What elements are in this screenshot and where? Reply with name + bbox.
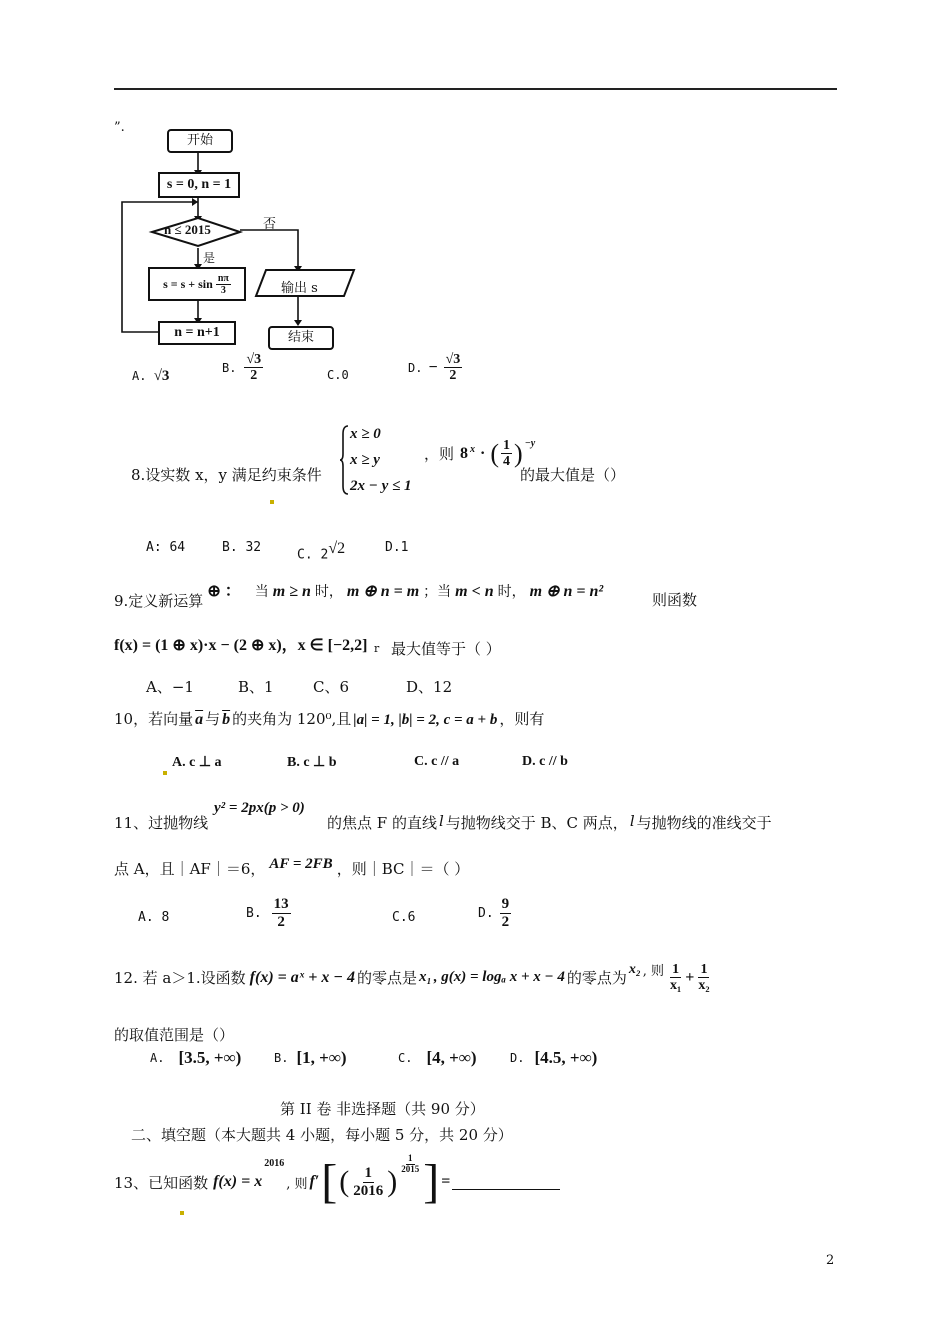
q9-line-1: 9.定义新运算 ⊕ ： 当 m ≥ n 时， m ⊕ n = m ；当 m < n 时， m ⊕ n = n² [114, 583, 604, 610]
flow-condition: n ≤ 2015 [164, 222, 211, 237]
q11-line-1-rest: 的焦点 F 的直线 l 与抛物线交于 B、C 两点， l 与抛物线的准线交于 [327, 812, 772, 832]
page-number: 2 [826, 1253, 835, 1268]
q9-mark: r [374, 642, 380, 655]
q7-option-b: B. $\frac{√3}{2}$ [222, 352, 262, 384]
q8-text: 8.设实数 x，y 满足约束条件 [131, 466, 322, 484]
flow-no-label: 否 [263, 217, 277, 232]
q8-option-b: B. 32 [222, 540, 262, 555]
q8-tail: 的最大值是（） [520, 466, 626, 484]
q8-constraint-1: x ≥ 0 [350, 426, 381, 442]
q8-constraint-3: 2x − y ≤ 1 [350, 478, 412, 494]
q11-option-c: C.6 [392, 910, 416, 925]
flow-init: s = 0, n = 1 [158, 172, 240, 198]
q8-option-d: D.1 [385, 540, 409, 555]
q9-option-b: B、1 [238, 678, 274, 696]
q11-curve: y² = 2px(p > 0) [214, 800, 305, 816]
q12-option-c: C. [4, +∞) [398, 1048, 477, 1067]
flow-update-frac [216, 273, 231, 296]
scan-dot [270, 500, 274, 504]
q9-line-1-tail: 则函数 [652, 591, 698, 609]
q11-option-d: D. $\frac{9}{2}$ [478, 896, 510, 930]
header-rule [114, 88, 837, 90]
q13-line: 13、已知函数 f(x) = x 2016 , 则 f′ [ ( $\frac{1}{2016}$ ) $\frac{1}{2015}$ ] = [114, 1158, 560, 1206]
q8-option-c: C. $2^{√2}$ [297, 540, 346, 563]
q8-option-a: A: 64 [146, 540, 186, 555]
q12-line-2: 的取值范围是（） [114, 1026, 235, 1044]
q7-option-c: C.0 [327, 368, 349, 382]
q10-option-a: A. c ⊥ a [172, 755, 222, 770]
q10-line: 10，若向量 $\overline{a}$ 与 $\overline{b}$ 的夹角为 120⁰,且 |a| = 1, |b| = 2, c = a + b ，则有 [114, 710, 545, 728]
flow-update-prefix: s = s + sin [163, 276, 213, 291]
q9-line-2-tail: 最大值等于（ ） [391, 640, 501, 658]
flow-increment: n = n+1 [158, 321, 236, 345]
q11-prefix: 11、过抛物线 [114, 814, 209, 832]
flow-update-den: 3 [220, 284, 226, 296]
q7-option-d: D. − $\frac{√3}{2}$ [408, 352, 461, 384]
q11-option-b: B. $\frac{13}{2}$ [246, 896, 289, 930]
q10-option-d: D. c // b [522, 754, 568, 769]
q9-option-a: A、−1 [146, 678, 194, 696]
q10-option-c: C. c // a [414, 754, 460, 769]
q12-option-d: D. [4.5, +∞) [510, 1048, 598, 1067]
q12-line-1: 12. 若 a＞1.设函数 f(x) = aˣ + x − 4 的零点是 x₁ , g(x) = logₐ x + x − 4 的零点为 x₂ , 则 $\frac{1}{\text{x₁}}$ + $\frac{1}{\text{x₂}}$ [114, 961, 710, 994]
q11-option-a: A. 8 [138, 910, 170, 925]
q10-option-b: B. c ⊥ b [287, 755, 337, 770]
q9-option-c: C、6 [313, 678, 350, 696]
q13-answer-blank [452, 1175, 560, 1190]
q8-expression: ，则 8 $^x$ · ( $\frac{1}{4}$ ) $^{-y}$ [424, 438, 536, 470]
q9-function: f(x) = (1 ⊕ x)·x − (2 ⊕ x)，x ∈ [−2,2] [114, 637, 368, 654]
scan-dot [180, 1211, 184, 1215]
q9-option-d: D、12 [406, 678, 453, 696]
flow-output: 输出 s [281, 281, 318, 296]
scan-dot [163, 771, 167, 775]
flowchart-arrows [110, 118, 370, 358]
section-title: 第 II 卷 非选择题（共 90 分） [280, 1100, 485, 1118]
flow-update [148, 267, 246, 301]
q8-brace [340, 424, 350, 496]
flow-start: 开始 [167, 129, 233, 153]
intro-mark: ”. [114, 120, 125, 135]
section-part: 二、填空题（本大题共 4 小题，每小题 5 分，共 20 分） [131, 1126, 513, 1144]
q7-option-a: A. √3 [132, 368, 170, 384]
q8-constraint-2: x ≥ y [350, 452, 380, 468]
q11-line-2: 点 A，且｜AF｜＝6， AF = 2FB ，则｜BC｜＝（ ） [114, 856, 470, 878]
flow-end: 结束 [268, 326, 334, 350]
flow-update-num: nπ [217, 272, 229, 284]
flow-yes-label: 是 [203, 251, 216, 265]
q12-option-b: B. [1, +∞) [274, 1048, 347, 1067]
q12-option-a: A. [3.5, +∞) [150, 1048, 242, 1067]
